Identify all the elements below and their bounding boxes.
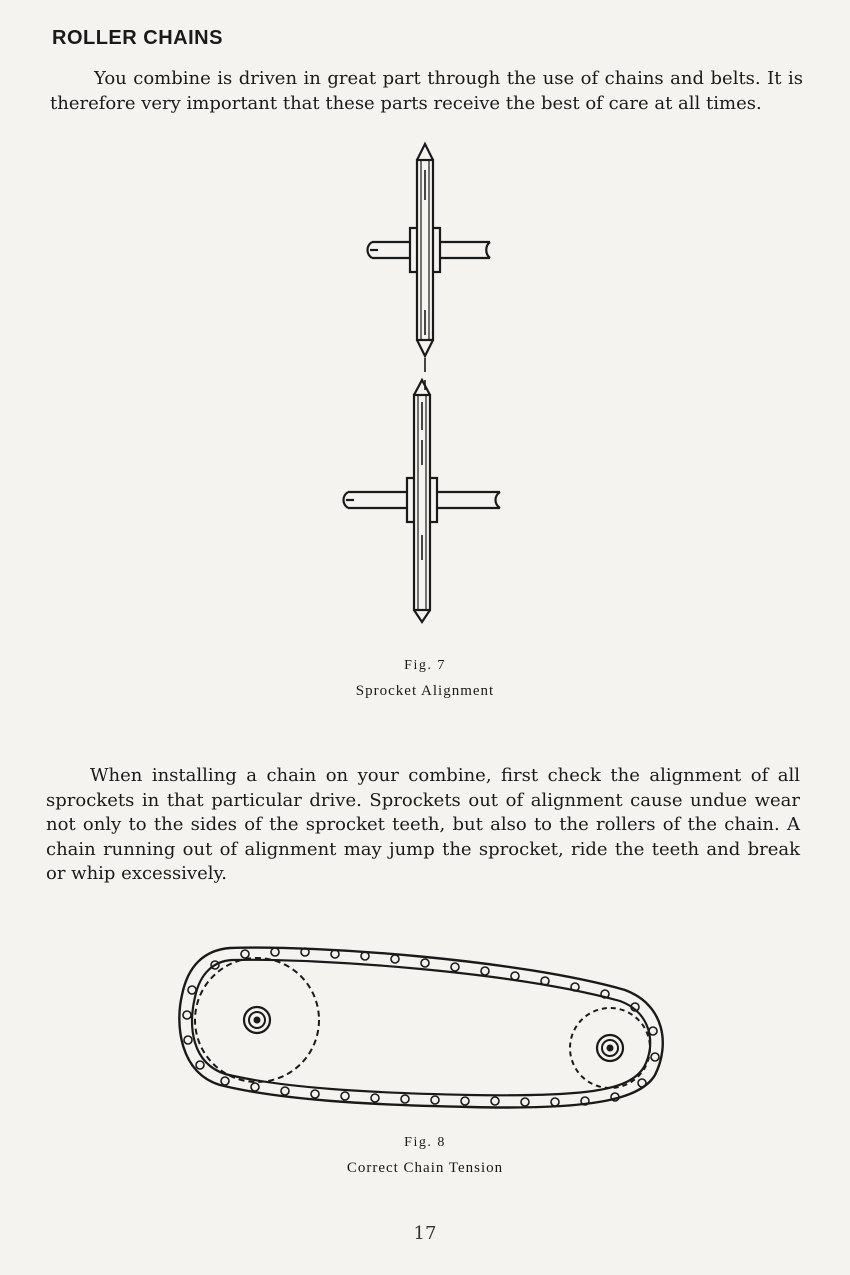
figure-7-number: Fig. 7 <box>404 658 446 673</box>
figure-8-number: Fig. 8 <box>404 1135 446 1150</box>
page-number: 17 <box>413 1223 437 1244</box>
sprocket-alignment-figure <box>330 140 520 630</box>
figure-7-title: Sprocket Alignment <box>355 683 495 699</box>
section-heading: ROLLER CHAINS <box>52 27 223 49</box>
chain-tension-figure <box>170 935 680 1120</box>
figure-8-title: Correct Chain Tension <box>346 1160 504 1176</box>
alignment-paragraph: When installing a chain on your combine, first check the alignment of all sprockets in that particular drive. Sprockets out of alignment cause undue wear not only to the sides of the sprocket teeth, but also to the rollers of the chain. A chain running out of alignment may jump the sprocket, ride the teeth and break or whip excessively. <box>46 765 800 884</box>
intro-paragraph: You combine is driven in great part through the use of chains and belts. It is therefore very important that these parts receive the best of care at all times. <box>50 68 803 114</box>
